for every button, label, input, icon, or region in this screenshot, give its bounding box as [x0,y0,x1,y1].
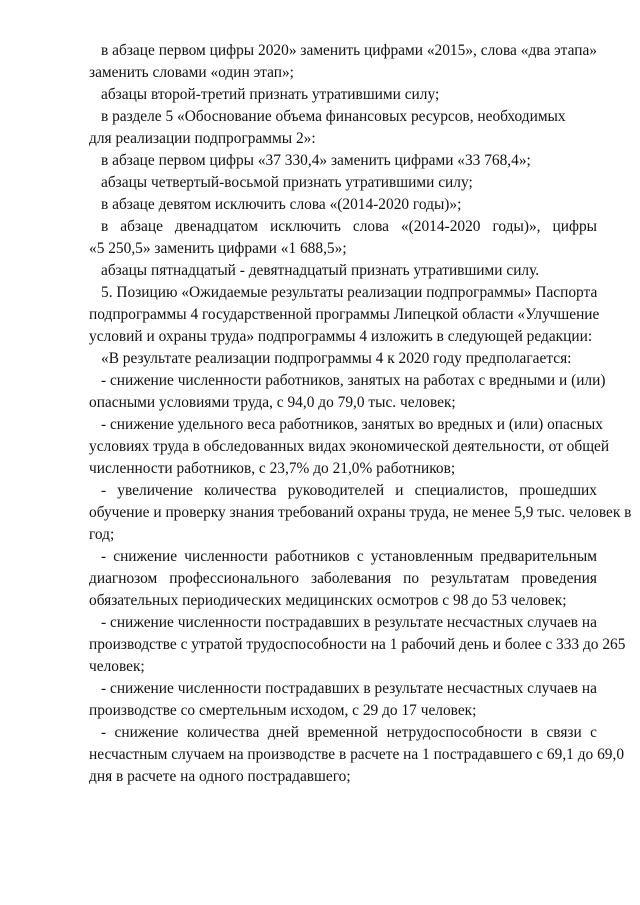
paragraph-p4 [89,150,597,172]
text-line: «В результате реализации подпрограммы 4 к 2020 году предполагается: [101,350,572,367]
text-line: год; [89,526,115,543]
text-line: 5. Позицию «Ожидаемые результаты реализации подпрограммы» Паспорта [101,284,598,301]
paragraph-p6 [89,194,597,216]
text-line: в разделе 5 «Обоснование объема финансовых ресурсов, необходимых [101,108,566,125]
text-line: для реализации подпрограммы 2»: [89,130,316,147]
paragraph-p13 [89,480,632,546]
text-line: производстве с утратой трудоспособности на 1 рабочий день и более с 333 до 265 [89,636,626,653]
text-line: в абзаце первом цифры «37 330,4» заменить цифрами «33 768,4»; [101,152,531,169]
paragraph-p5 [89,172,597,194]
paragraph-p3 [89,106,597,150]
paragraph-p11 [89,370,606,414]
document-body [89,40,632,788]
text-line: абзацы пятнадцатый - девятнадцатый признать утратившими силу. [101,262,540,279]
text-line: условиях труда в обследованных видах экономической деятельности, от общей [89,438,610,455]
paragraph-p17 [89,722,625,788]
paragraph-p2 [89,84,597,106]
text-line: человек; [89,658,145,675]
paragraph-p16 [89,678,597,722]
paragraph-p15 [89,612,626,678]
text-line: несчастным случаем на производстве в расчете на 1 пострадавшего с 69,1 до 69,0 [89,746,625,763]
text-line: численности работников, с 23,7% до 21,0% работников; [89,460,456,477]
paragraph-p1 [89,40,597,84]
text-line: абзацы второй-третий признать утратившими силу; [101,86,440,103]
paragraph-p10 [89,348,597,370]
text-line: - снижение численности работников с установленным предварительным [101,548,597,565]
text-line: - снижение численности работников, занятых на работах с вредными и (или) [101,372,606,389]
text-line: - снижение численности пострадавших в результате несчастных случаев на [101,680,597,697]
text-line: дня в расчете на одного пострадавшего; [89,768,351,785]
text-line: в абзаце двенадцатом исключить слова «(2014-2020 годы)», цифры [101,218,597,235]
paragraph-p9 [89,282,600,348]
text-line: в абзаце девятом исключить слова «(2014-2020 годы)»; [101,196,462,213]
text-line: заменить словами «один этап»; [89,64,294,81]
text-line: обязательных периодических медицинских осмотров с 98 до 53 человек; [89,592,567,609]
paragraph-p7 [89,216,597,260]
text-line: - снижение количества дней временной нетрудоспособности в связи с [101,724,597,741]
text-line: обучение и проверку знания требований охраны труда, не менее 5,9 тыс. человек в [89,504,632,521]
text-line: диагнозом профессионального заболевания по результатам проведения [89,570,597,587]
text-line: в абзаце первом цифры 2020» заменить цифрами «2015», слова «два этапа» [101,42,597,59]
text-line: - снижение удельного веса работников, занятых во вредных и (или) опасных [101,416,603,433]
text-line: - снижение численности пострадавших в результате несчастных случаев на [101,614,597,631]
text-line: - увеличение количества руководителей и специалистов, прошедших [101,482,597,499]
text-line: «5 250,5» заменить цифрами «1 688,5»; [89,240,347,257]
text-line: абзацы четвертый-восьмой признать утратившими силу; [101,174,473,191]
text-line: опасными условиями труда, с 94,0 до 79,0 тыс. человек; [89,394,456,411]
paragraph-p12 [89,414,610,480]
text-line: подпрограммы 4 государственной программы Липецкой области «Улучшение [89,306,600,323]
paragraph-p8 [89,260,597,282]
text-line: условий и охраны труда» подпрограммы 4 изложить в следующей редакции: [89,328,593,345]
text-line: производстве со смертельным исходом, с 29 до 17 человек; [89,702,477,719]
paragraph-p14 [89,546,597,612]
